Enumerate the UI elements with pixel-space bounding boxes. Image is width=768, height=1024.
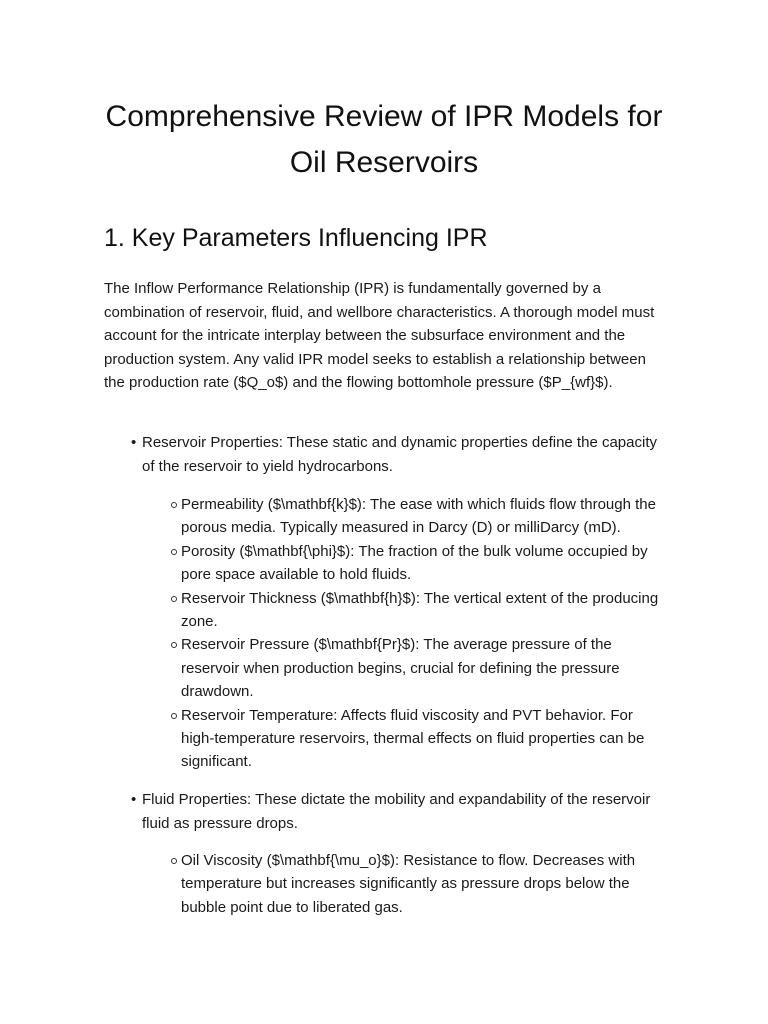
document-title: Comprehensive Review of IPR Models for Oil Reservoirs (105, 100, 663, 179)
reservoir-properties-sublist (170, 493, 670, 774)
list-item-text: Porosity ($\mathbf{\phi}$): The fraction of the bulk volume occupied by pore space available to hold fluids. (181, 542, 648, 584)
fluid-properties-list (131, 788, 661, 835)
list-item (170, 587, 670, 634)
reservoir-properties-text: Reservoir Properties: These static and dynamic properties define the capacity of the reservoir to yield hydrocarbons. (142, 434, 657, 475)
list-item-text: Reservoir Pressure ($\mathbf{Pr}$): The average pressure of the reservoir when production begins, crucial for defining the pressure drawdown. (181, 636, 620, 701)
circle-bullet-icon (171, 596, 177, 602)
fluid-properties-sublist (170, 849, 670, 919)
list-item (170, 493, 670, 540)
intro-paragraph: The Inflow Performance Relationship (IPR) is fundamentally governed by a combination of reservoir, fluid, and wellbore characteristics. A thorough model must account for the intricate interplay between the subsurface environment and the production system. Any valid IPR model seeks to establish a relationship between the production rate ($Q_o$) and the flowing bottomhole pressure ($P_{wf}$). (104, 280, 655, 392)
list-item (170, 704, 670, 774)
list-item (170, 849, 670, 919)
circle-bullet-icon (171, 858, 177, 864)
circle-bullet-icon (171, 713, 177, 719)
circle-bullet-icon (171, 642, 177, 648)
list-item-text: Permeability ($\mathbf{k}$): The ease with which fluids flow through the porous media. Typically measured in Darcy (D) or milliDarcy (mD). (181, 496, 656, 537)
bullet-icon: • (131, 791, 137, 808)
list-item (170, 633, 670, 703)
list-item-text: Reservoir Thickness ($\mathbf{h}$): The vertical extent of the producing zone. (181, 589, 659, 631)
fluid-properties-text: Fluid Properties: These dictate the mobility and expandability of the reservoir fluid as pressure drops. (142, 791, 651, 832)
list-item (131, 431, 661, 478)
bullet-icon: • (131, 434, 137, 451)
list-item-text: Reservoir Temperature: Affects fluid viscosity and PVT behavior. For high-temperature reservoirs, thermal effects on fluid properties can be significant. (181, 706, 645, 771)
list-item-text: Oil Viscosity ($\mathbf{\mu_o}$): Resistance to flow. Decreases with temperature but increases significantly as pressure drops below the bubble point due to liberated gas. (181, 852, 636, 916)
circle-bullet-icon (171, 502, 177, 508)
list-item (170, 540, 670, 587)
circle-bullet-icon (171, 549, 177, 555)
reservoir-properties-list (131, 431, 661, 478)
section-heading: 1. Key Parameters Influencing IPR (104, 224, 488, 252)
list-item (131, 788, 661, 835)
